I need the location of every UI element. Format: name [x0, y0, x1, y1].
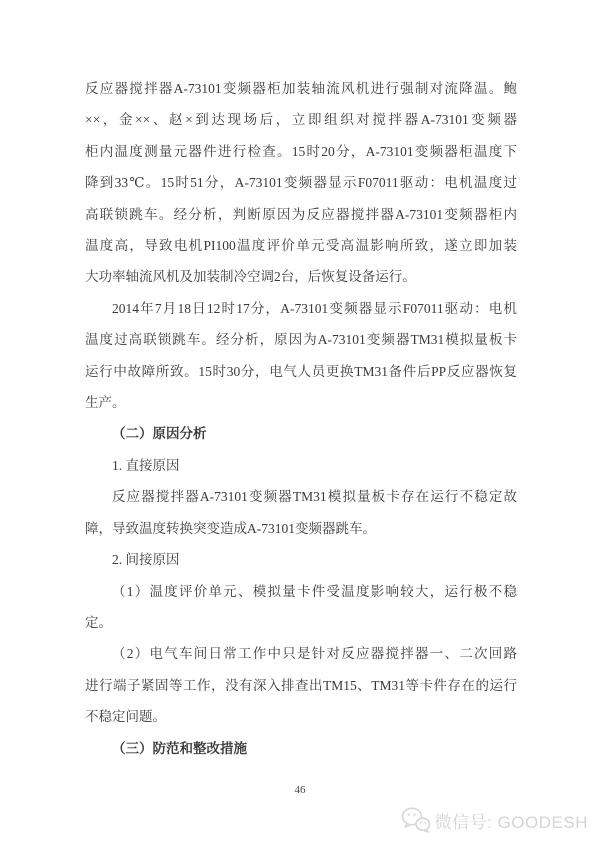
document-text-block	[85, 73, 517, 764]
text-line: 温度高，导致电机PI100温度评价单元受高温影响所致，遂立即加装	[85, 238, 517, 254]
text-line: 生产。	[85, 395, 126, 411]
text-line: （1）温度评价单元、模拟量卡件受温度影响较大，运行极不稳	[112, 583, 517, 599]
text-line: 温度过高联锁跳车。经分析，原因为A-73101变频器TM31模拟量板卡	[85, 332, 517, 348]
text-line: 2014年7月18日12时17分，A-73101变频器显示F07011驱动：电机	[112, 300, 517, 316]
text-line: 柜内温度测量元器件进行检查。15时20分，A-73101变频器柜温度下	[85, 143, 517, 159]
section-heading: （二）原因分析	[112, 426, 207, 442]
text-line: ××，金××、赵×到达现场后，立即组织对搅拌器A-73101变频器	[85, 112, 517, 128]
text-line: 运行中故障所致。15时30分，电气人员更换TM31备件后PP反应器恢复	[85, 363, 517, 379]
text-line: 定。	[85, 614, 112, 630]
text-line: 反应器搅拌器A-73101变频器柜加装轴流风机进行强制对流降温。鲍	[85, 81, 517, 96]
sub-heading: 1. 直接原因	[112, 457, 180, 473]
text-line: 障，导致温度转换突变造成A-73101变频器跳车。	[85, 520, 376, 536]
wechat-icon	[401, 806, 431, 834]
watermark-text: 微信号: GOODESH	[434, 812, 588, 832]
text-line: 不稳定问题。	[85, 709, 166, 725]
page-number: 46	[294, 784, 306, 796]
sub-heading: 2. 间接原因	[112, 552, 180, 568]
text-line: 降到33℃。15时51分，A-73101变频器显示F07011驱动：电机温度过	[85, 175, 517, 191]
text-line: 高联锁跳车。经分析，判断原因为反应器搅拌器A-73101变频器柜内	[85, 206, 517, 222]
text-line: （2）电气车间日常工作中只是针对反应器搅拌器一、二次回路	[112, 646, 517, 662]
section-heading: （三）防范和整改措施	[112, 740, 247, 756]
wechat-watermark	[401, 806, 588, 834]
text-line: 大功率轴流风机及加装制冷空调2台，后恢复设备运行。	[85, 269, 416, 285]
text-line: 反应器搅拌器A-73101变频器TM31模拟量板卡存在运行不稳定故	[112, 489, 517, 505]
text-line: 进行端子紧固等工作，没有深入排查出TM15、TM31等卡件存在的运行	[85, 677, 517, 693]
